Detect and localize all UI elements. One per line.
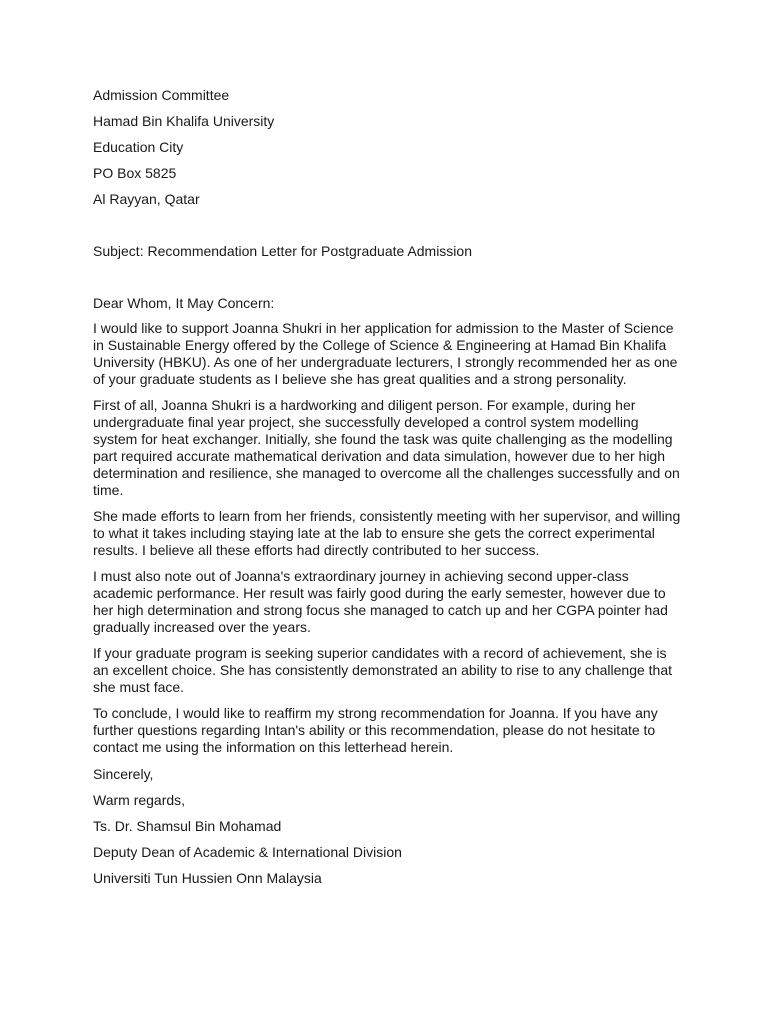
closing-regards: Warm regards, xyxy=(93,792,186,808)
recipient-institution: Hamad Bin Khalifa University xyxy=(93,113,275,129)
subject-line: Subject: Recommendation Letter for Postgraduate Admission xyxy=(93,243,472,259)
signatory-name: Ts. Dr. Shamsul Bin Mohamad xyxy=(93,818,282,834)
recipient-name: Admission Committee xyxy=(93,87,230,103)
recipient-address xyxy=(93,86,683,208)
body-paragraph-5: If your graduate program is seeking superior candidates with a record of achievement, she is an excellent choice. She has consistently demonstrated an ability to rise to any challenge that she must face. xyxy=(93,645,673,695)
signatory-title: Deputy Dean of Academic & International Division xyxy=(93,844,402,860)
body-paragraph-2: First of all, Joanna Shukri is a hardworking and diligent person. For example, during her undergraduate final year project, she successfully developed a control system modelling system for heat exchanger. Initially, she found the task was quite challenging as the modelling part required accurate mathematical derivation and data simulation, however due to her high determination and resilience, she managed to overcome all the challenges successfully and on time. xyxy=(93,397,680,498)
letter-body xyxy=(93,320,683,756)
body-paragraph-6: To conclude, I would like to reaffirm my strong recommendation for Joanna. If you have any further questions regarding Intan's ability or this recommendation, please do not hesitate to contact me using the information on this letterhead herein. xyxy=(93,705,658,755)
recipient-po-box: PO Box 5825 xyxy=(93,165,177,181)
signatory-institution: Universiti Tun Hussien Onn Malaysia xyxy=(93,870,322,886)
recipient-city: Al Rayyan, Qatar xyxy=(93,191,200,207)
closing-sincerely: Sincerely, xyxy=(93,766,154,782)
body-paragraph-3: She made efforts to learn from her friends, consistently meeting with her supervisor, and willing to what it takes including staying late at the lab to ensure she gets the correct experimental results. I believe all these efforts had directly contributed to her success. xyxy=(93,508,681,558)
body-paragraph-1: I would like to support Joanna Shukri in her application for admission to the Master of Science in Sustainable Energy offered by the College of Science & Engineering at Hamad Bin Khalifa University (HBKU). As one of her undergraduate lecturers, I strongly recommended her as one of your graduate students as I believe she has great qualities and a strong personality. xyxy=(93,320,678,387)
salutation: Dear Whom, It May Concern: xyxy=(93,295,275,311)
recipient-location: Education City xyxy=(93,139,184,155)
closing-block xyxy=(93,765,683,887)
body-paragraph-4: I must also note out of Joanna's extraordinary journey in achieving second upper-class academic performance. Her result was fairly good during the early semester, however due to her high determination and strong focus she managed to catch up and her CGPA pointer had gradually increased over the years. xyxy=(93,568,668,635)
letter-page xyxy=(93,86,683,895)
